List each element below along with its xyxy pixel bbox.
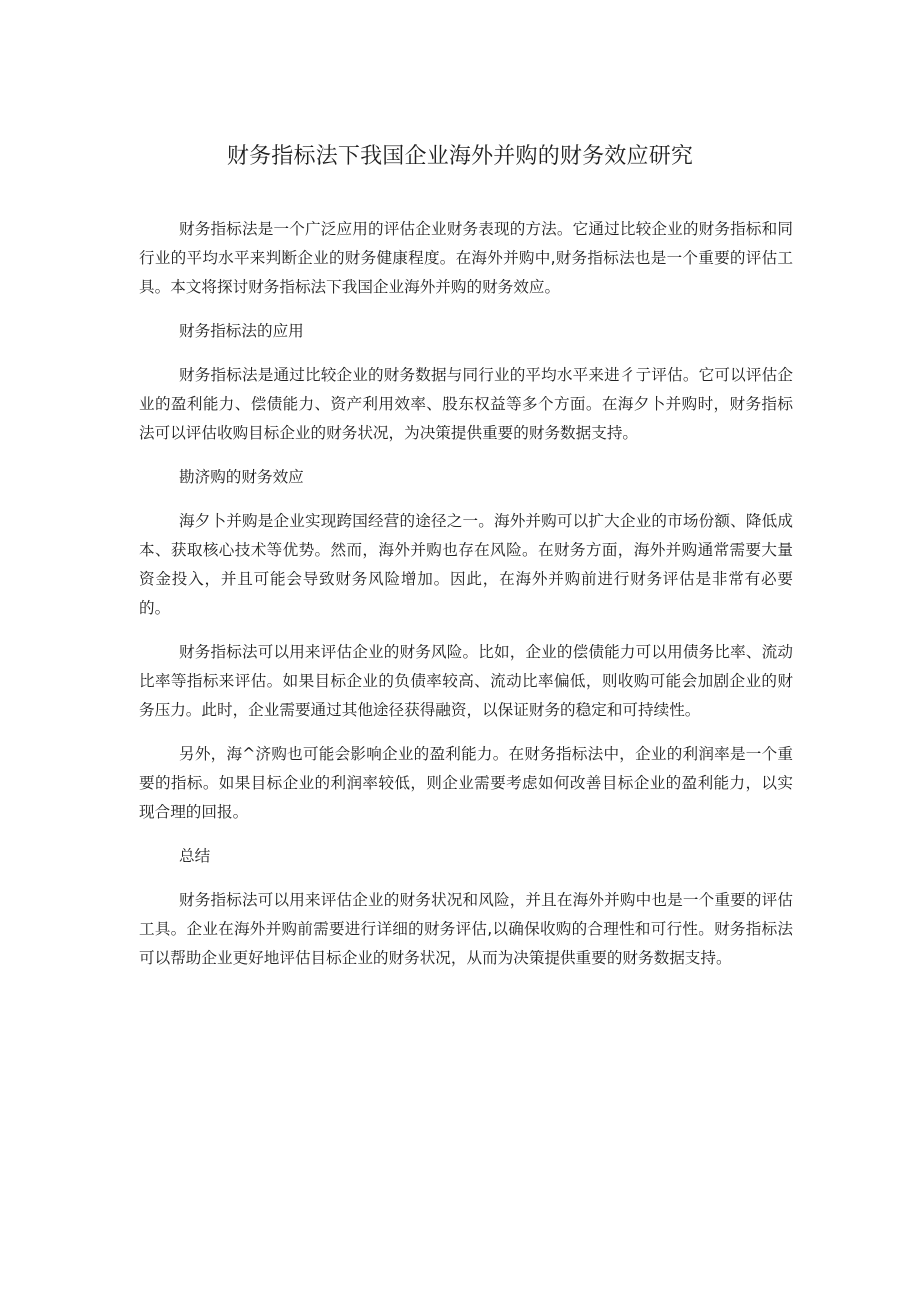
- paragraph-summary: 财务指标法可以用来评估企业的财务状况和风险，并且在海外并购中也是一个重要的评估工具。企业在海外并购前需要进行详细的财务评估,以确保收购的合理性和可行性。财务指标法可以帮助企业更好地评估目标企业的财务状况，从而为决策提供重要的财务数据支持。: [139, 891, 793, 967]
- paragraph-intro: 财务指标法是一个广泛应用的评估企业财务表现的方法。它通过比较企业的财务指标和同行业的平均水平来判断企业的财务健康程度。在海外并购中,财务指标法也是一个重要的评估工具。本文将探讨财务指标法下我国企业海外并购的财务效应。: [139, 220, 793, 296]
- paragraph-application: 财务指标法是通过比较企业的财务数据与同行业的平均水平来进彳亍评估。它可以评估企业的盈利能力、偿债能力、资产利用效率、股东权益等多个方面。在海夕卜并购时，财务指标法可以评估收购目标企业的财务状况，为决策提供重要的财务数据支持。: [139, 366, 793, 442]
- section-heading-application: 财务指标法的应用: [179, 322, 304, 340]
- document-body: [139, 215, 793, 988]
- document-title: 财务指标法下我国企业海外并购的财务效应研究: [226, 144, 694, 169]
- section-heading-effects: 勘济购的财务效应: [179, 468, 304, 486]
- paragraph-effects: 海夕卜并购是企业实现跨国经营的途径之一。海外并购可以扩大企业的市场份额、降低成本、获取核心技术等优势。然而，海外并购也存在风险。在财务方面，海外并购通常需要大量资金投入，并且可能会导致财务风险增加。因此，在海外并购前进行财务评估是非常有必要的。: [139, 512, 793, 617]
- paragraph-profitability: 另外，海^济购也可能会影响企业的盈利能力。在财务指标法中，企业的利润率是一个重要的指标。如果目标企业的利润率较低，则企业需要考虑如何改善目标企业的盈利能力，以实现合理的回报。: [139, 745, 793, 821]
- section-heading-summary: 总结: [179, 847, 211, 865]
- paragraph-risk: 财务指标法可以用来评估企业的财务风险。比如，企业的偿债能力可以用债务比率、流动比率等指标来评估。如果目标企业的负债率较高、流动比率偏低，则收购可能会加剧企业的财务压力。此时，企业需要通过其他途径获得融资，以保证财务的稳定和可持续性。: [139, 643, 793, 719]
